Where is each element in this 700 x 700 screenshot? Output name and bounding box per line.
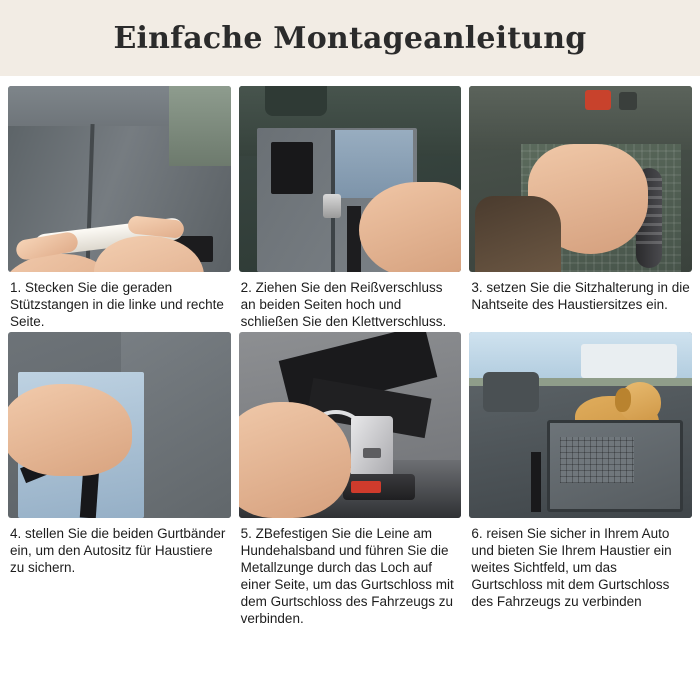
step-5-caption: 5. ZBefestigen Sie die Leine am Hundehalsband und führen Sie die Metallzunge durch das Loch auf einer Seite, um das Gurtschloss mit dem Gurtschloss des Fahrzeugs zu verbinden.: [240, 526, 454, 626]
step-card-5: [239, 332, 462, 627]
step-card-6: [469, 332, 692, 627]
step-card-4: [8, 332, 231, 627]
step-3-caption: 3. setzen Sie die Sitzhalterung in die Nahtseite des Haustiersitzes ein.: [471, 280, 690, 312]
step-5-photo-attach-leash-buckle: [239, 332, 462, 518]
step-1-photo-insert-support-rods: [8, 86, 231, 272]
header-banner: [0, 0, 700, 76]
step-4-caption: 4. stellen Sie die beiden Gurtbänder ein, um den Autositz für Haustiere zu sichern.: [10, 526, 226, 575]
step-6-photo-dog-in-seat: [469, 332, 692, 518]
step-card-3: [469, 86, 692, 330]
step-2-photo-zip-and-velcro: [239, 86, 462, 272]
step-2-caption: 2. Ziehen Sie den Reißverschluss an beiden Seiten hoch und schließen Sie den Klettverschluss.: [240, 280, 447, 329]
step-4-photo-adjust-straps: [8, 332, 231, 518]
step-3-photo-insert-seat-holder: [469, 86, 692, 272]
step-6-caption: 6. reisen Sie sicher in Ihrem Auto und bieten Sie Ihrem Haustier ein weites Sichtfeld, um das Gurtschloss mit dem Gurtschloss des Fahrzeugs zu verbinden: [471, 526, 672, 609]
step-card-2: [239, 86, 462, 330]
step-1-caption: 1. Stecken Sie die geraden Stützstangen in die linke und rechte Seite.: [10, 280, 224, 329]
page-title: Einfache Montageanleitung: [113, 20, 587, 56]
step-card-1: [8, 86, 231, 330]
steps-grid: [0, 76, 700, 627]
